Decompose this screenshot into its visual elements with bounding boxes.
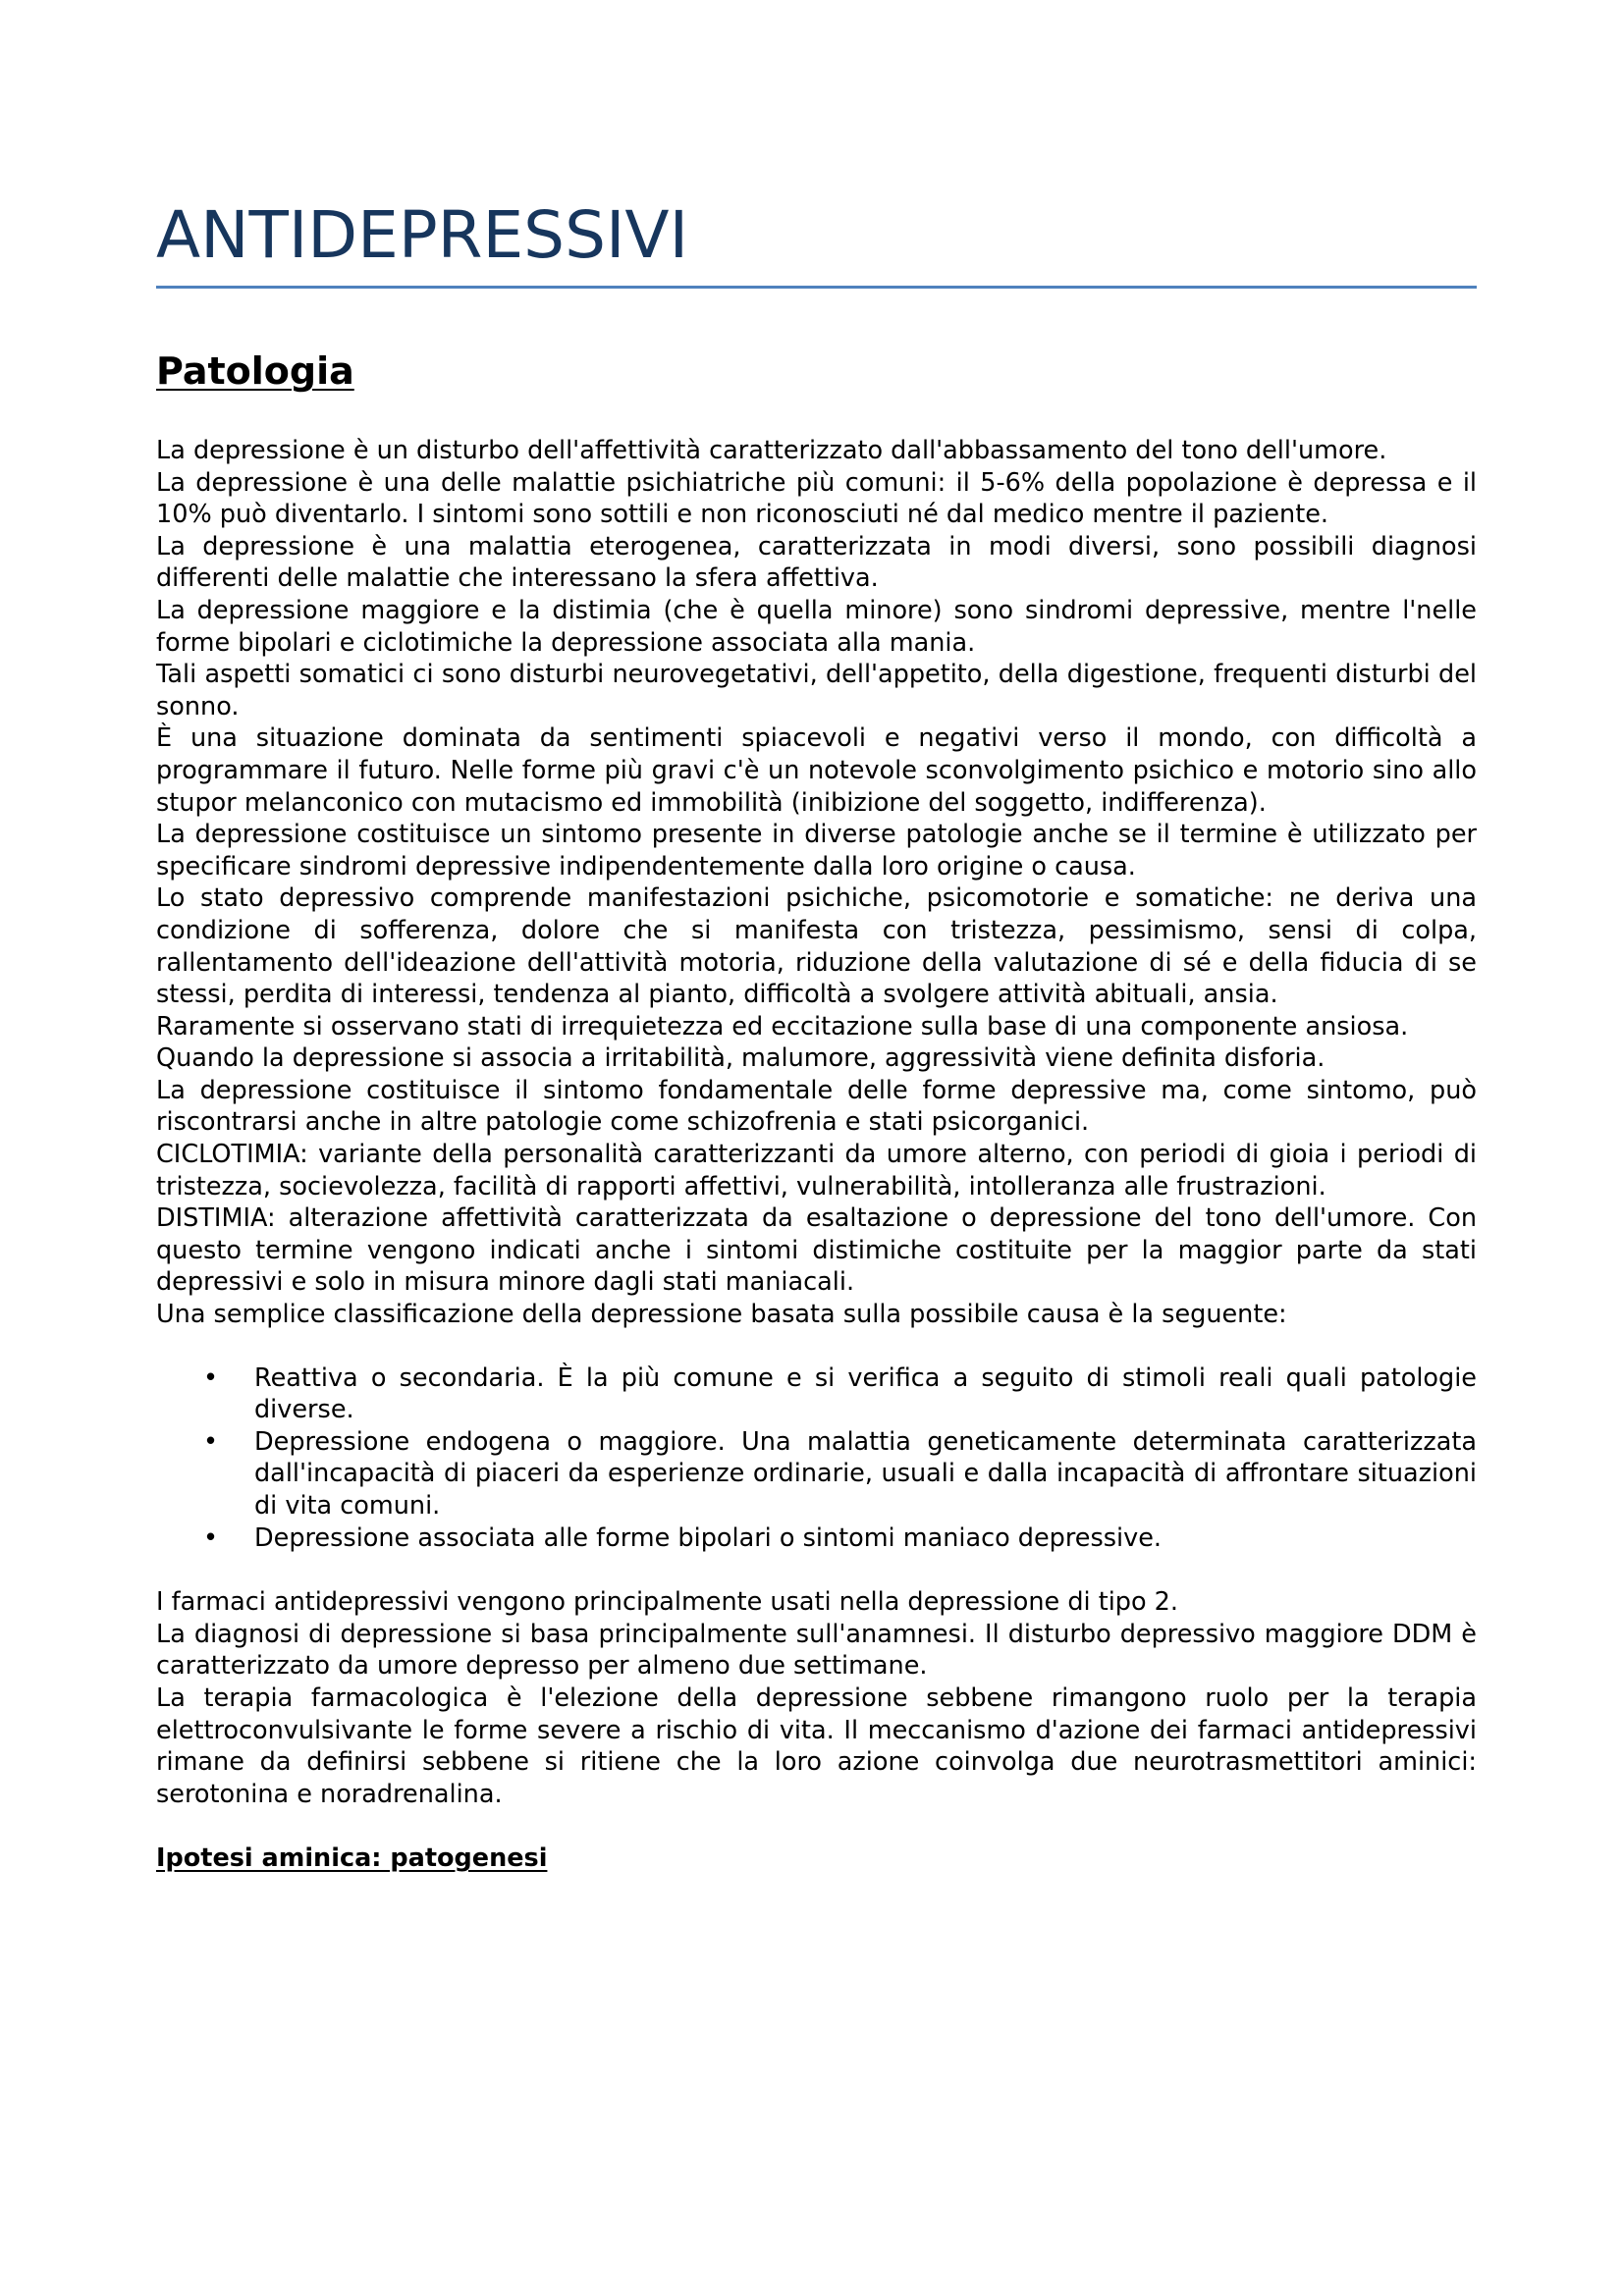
list-item: [156, 1362, 1477, 1426]
paragraph: La depressione maggiore e la distimia (che è quella minore) sono sindromi depressive, mentre l'nelle forme bipolari e ciclotimiche la depressione associata alla mania.: [156, 595, 1477, 658]
closing-body: [156, 1586, 1477, 1810]
paragraph: La depressione costituisce un sintomo presente in diverse patologie anche se il termine è utilizzato per specificare sindromi depressive indipendentemente dalla loro origine o causa.: [156, 820, 1477, 881]
bullet-icon: •: [203, 1426, 219, 1457]
paragraph-distimia: DISTIMIA: alterazione affettività caratterizzata da esaltazione o depressione del tono dell'umore. Con questo termine vengono indicati anche i sintomi distimiche costituite per la maggior parte da stati depressivi e solo in misura minore dagli stati maniacali.: [156, 1203, 1477, 1298]
paragraph: La terapia farmacologica è l'elezione della depressione sebbene rimangono ruolo per la terapia elettroconvulsivante le forme severe a rischio di vita. Il meccanismo d'azione dei farmaci antidepressivi rimane da definirsi sebbene si ritiene che la loro azione coinvolga due neurotrasmettitori aminici: serotonina e noradrenalina.: [156, 1682, 1477, 1809]
page-content: [156, 192, 1477, 1875]
document-title: ANTIDEPRESSIVI: [156, 197, 689, 273]
paragraph: Raramente si osservano stati di irrequietezza ed eccitazione sulla base di una componente ansiosa.: [156, 1011, 1409, 1041]
list-item: [156, 1426, 1477, 1522]
subheading-ipotesi-aminica: Ipotesi aminica: patogenesi: [156, 1843, 548, 1874]
paragraph: La depressione è una delle malattie psichiatriche più comuni: il 5-6% della popolazione è depressa e il 10% può diventarlo. I sintomi sono sottili e non riconosciuti né dal medico mentre il paziente.: [156, 467, 1477, 530]
classification-list: [156, 1362, 1477, 1555]
list-item-text: Depressione endogena o maggiore. Una malattia geneticamente determinata caratterizzata dall'incapacità di piaceri da esperienze ordinarie, usuali e dalla incapacità di affrontare situazioni di vita comuni.: [254, 1426, 1477, 1521]
section-heading-patologia: Patologia: [156, 349, 354, 393]
bullet-icon: •: [203, 1362, 219, 1393]
paragraph: La depressione costituisce il sintomo fondamentale delle forme depressive ma, come sintomo, può riscontrarsi anche in altre patologie come schizofrenia e stati psicorganici.: [156, 1075, 1477, 1138]
paragraph: Tali aspetti somatici ci sono disturbi neurovegetativi, dell'appetito, della digestione, frequenti disturbi del sonno.: [156, 660, 1477, 721]
list-item: [156, 1522, 1477, 1555]
paragraph: I farmaci antidepressivi vengono principalmente usati nella depressione di tipo 2.: [156, 1587, 1179, 1618]
title-underline-rule: [156, 286, 1477, 289]
bullet-icon: •: [203, 1522, 219, 1553]
paragraph: La depressione è una malattia eterogenea, caratterizzata in modi diversi, sono possibili diagnosi differenti delle malattie che interessano la sfera affettiva.: [156, 531, 1477, 594]
paragraph: La diagnosi di depressione si basa principalmente sull'anamnesi. Il disturbo depressivo maggiore DDM è caratterizzato da umore depresso per almeno due settimane.: [156, 1619, 1477, 1682]
paragraph: Lo stato depressivo comprende manifestazioni psichiche, psicomotorie e somatiche: ne deriva una condizione di sofferenza, dolore che si manifesta con tristezza, pessimismo, sensi di colpa, rallentamento dell'ideazione dell'attività motoria, riduzione della valutazione di sé e della fiducia di se stessi, perdita di interessi, tendenza al pianto, difficoltà a svolgere attività abituali, ansia.: [156, 883, 1477, 1010]
list-item-text: Reattiva o secondaria. È la più comune e si verifica a seguito di stimoli reali quali patologie diverse.: [254, 1362, 1477, 1425]
section-body: [156, 435, 1477, 1331]
paragraph: Una semplice classificazione della depressione basata sulla possibile causa è la seguente:: [156, 1300, 1287, 1330]
paragraph-ciclotimia: CICLOTIMIA: variante della personalità caratterizzanti da umore alterno, con periodi di gioia i periodi di tristezza, socievolezza, facilità di rapporti affettivi, vulnerabilità, intolleranza alle frustrazioni.: [156, 1140, 1477, 1201]
paragraph: È una situazione dominata da sentimenti spiacevoli e negativi verso il mondo, con difficoltà a programmare il futuro. Nelle forme più gravi c'è un notevole sconvolgimento psichico e motorio sino allo stupor melanconico con mutacismo ed immobilità (inibizione del soggetto, indifferenza).: [156, 723, 1477, 818]
list-item-text: Depressione associata alle forme bipolari o sintomi maniaco depressive.: [254, 1522, 1163, 1553]
paragraph: La depressione è un disturbo dell'affettività caratterizzato dall'abbassamento del tono dell'umore.: [156, 436, 1387, 465]
paragraph: Quando la depressione si associa a irritabilità, malumore, aggressività viene definita disforia.: [156, 1043, 1325, 1074]
